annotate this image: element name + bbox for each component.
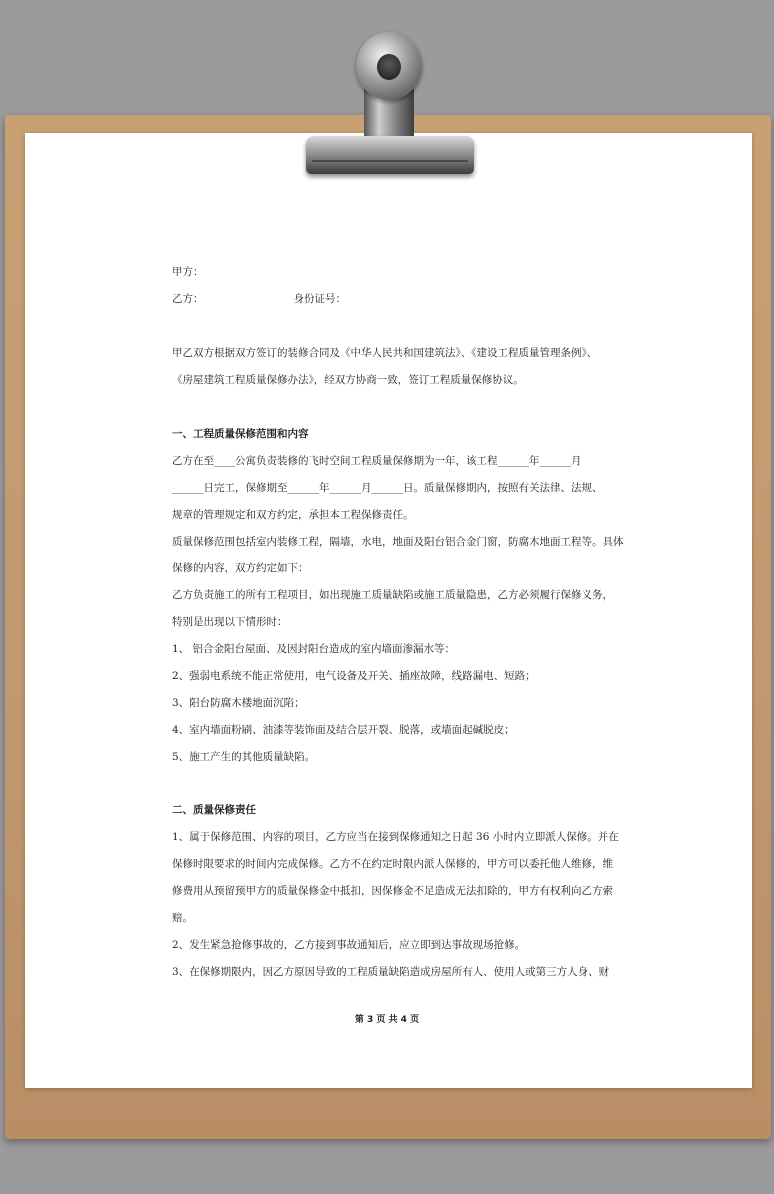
page-number: 第 3 页 共 4 页 [354,1015,420,1025]
list-item: 2、强弱电系统不能正常使用，电气设备及开关、插座故障，线路漏电、短路； [172,670,536,682]
clip-base [306,136,474,174]
paragraph-line: ______日完工，保修期至______年______月______日。质量保修期内，按照有关法律、法规、 [172,482,603,494]
paragraph-line: 3、在保修期限内，因乙方原因导致的工程质量缺陷造成房屋所有人、使用人或第三方人身、财 [172,966,610,978]
intro-line: 甲乙双方根据双方签订的装修合同及《中华人民共和国建筑法》、《建设工程质量管理条例》、 [172,347,598,359]
paragraph-line: 特别是出现以下情形时： [172,616,288,628]
list-item: 4、室内墙面粉刷、油漆等装饰面及结合层开裂、脱落，或墙面起碱脱皮； [172,724,515,736]
party-a-label: 甲方： [172,266,204,278]
paragraph-line: 修费用从预留预甲方的质量保修金中抵扣，因保修金不足造成无法扣除的，甲方有权利向乙方索 [172,885,613,897]
section-title: 一、工程质量保修范围和内容 [172,428,309,440]
paragraph-line: 1、属于保修范围、内容的项目，乙方应当在接到保修通知之日起 36 小时内立即派人保修。并在 [172,831,619,843]
paragraph-line: 保修的内容，双方约定如下： [172,562,309,574]
list-item: 5、施工产生的其他质量缺陷。 [172,751,316,763]
paragraph-line: 赔。 [172,912,193,924]
intro-line: 《房屋建筑工程质量保修办法》，经双方协商一致，签订工程质量保修协议。 [172,374,524,386]
paragraph-line: 保修时限要求的时间内完成保修。乙方不在约定时限内派人保修的，甲方可以委托他人维修，维 [172,858,613,870]
clip-hole [377,54,401,80]
id-number-label: 身份证号： [293,293,346,305]
list-item: 3、阳台防腐木楼地面沉陷； [172,697,305,709]
paragraph-line: 规章的管理规定和双方约定，承担本工程保修责任。 [172,509,414,521]
party-b-row [172,292,346,306]
clip-edge [312,160,468,162]
paragraph-line: 2、发生紧急抢修事故的，乙方接到事故通知后，应立即到达事故现场抢修。 [172,939,526,951]
paragraph-line: 乙方在至____公寓负责装修的飞时空间工程质量保修期为一年，该工程______年______月 [172,455,582,467]
section-title: 二、质量保修责任 [172,804,256,816]
party-b-label: 乙方： [172,293,204,305]
paragraph-line: 质量保修范围包括室内装修工程，隔墙，水电，地面及阳台铝合金门窗，防腐木地面工程等。具体 [172,536,624,548]
list-item: 1、 铝合金阳台屋面、及因封阳台造成的室内墙面渗漏水等： [172,643,456,655]
paragraph-line: 乙方负责施工的所有工程项目，如出现施工质量缺陷或施工质量隐患，乙方必须履行保修义务， [172,589,613,601]
